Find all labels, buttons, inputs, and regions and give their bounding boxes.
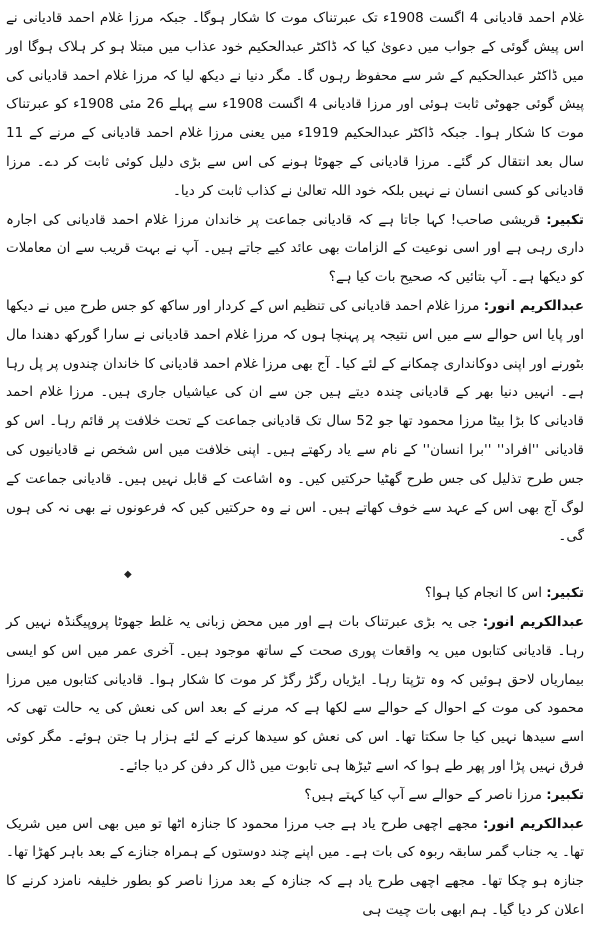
speaker-label: تکبیر: bbox=[546, 786, 584, 803]
article-page bbox=[6, 4, 584, 918]
answer-text: مرزا غلام احمد قادیانی کی تنظیم اس کے کردار اور ساکھ کو جس طرح میں نے دیکھا اور پایا اس حوالے سے میں اس نتیجہ پر پہنچا ہوں کہ مرزا غلام احمد قادیانی نے سارا گورکھ دھندا مال بٹورنے اور اپنی دوکانداری چمکانے کے لئے کیا۔ آج بھی مرزا غلام احمد قادیانی کا خاندان چندوں پر پل رہا ہے۔ انہیں دنیا بھر کے قادیانی چندہ دیتے ہیں جن سے ان کی عیاشیاں جاری ہیں۔ مرزا غلام احمد قادیانی کا بڑا بیٹا مرزا محمود تھا جو 52 سال تک قادیانی جماعت کے تحت خلافت پر قائم رہا۔ اس کو قادیانی ''افراد'' ''برا انسان'' کے نام سے یاد رکھتے ہیں۔ اپنی خلافت میں اس شخص نے قادیانیوں کی جس طرح تذلیل کی جس طرح گھٹیا حرکتیں کیں۔ وہ اشاعت کے قابل نہیں ہیں۔ قادیانی جماعت کے لوگ آج بھی اس کے عہد سے خوف کھاتے ہیں۔ اس نے وہ حرکتیں کیں کہ فرعونوں نے بھی نہ کی ہوں گی۔ bbox=[6, 297, 584, 545]
question-paragraph bbox=[6, 781, 584, 810]
question-text: مرزا ناصر کے حوالے سے آپ کیا کہتے ہیں؟ bbox=[304, 786, 542, 803]
speaker-label: عبدالکریم انور: bbox=[482, 815, 584, 832]
question-text: اس کا انجام کیا ہوا؟ bbox=[424, 585, 542, 602]
speaker-label: تکبیر: bbox=[546, 211, 584, 228]
answer-text: مجھے اچھی طرح یاد ہے جب مرزا محمود کا جنازہ اٹھا تو میں بھی اس میں شریک تھا۔ یہ جناب گمر سابقہ ربوہ کی بات ہے۔ میں اپنے چند دوستوں کے ہمراہ جنازے کے بعد باہر کھڑا تھا۔ جنازہ ہو چکا تھا۔ مجھے اچھی طرح یاد ہے کہ جنازہ کے بعد مرزا ناصر کو بطور خلیفہ نامزد کرنے کا اعلان کر دیا گیا۔ ہم ابھی بات چیت ہی bbox=[6, 815, 584, 918]
question-paragraph bbox=[6, 206, 584, 292]
answer-paragraph bbox=[6, 292, 584, 551]
dot-icon: ◆ bbox=[124, 569, 132, 581]
speaker-label: تکبیر: bbox=[546, 585, 584, 602]
answer-paragraph bbox=[6, 810, 584, 925]
paragraph-opening-text: غلام احمد قادیانی 4 اگست 1908ء تک عبرتناک موت کا شکار ہوگا۔ جبکہ مرزا غلام احمد قادیانی نے اس پیش گوئی کے جواب میں دعویٰ کیا کہ ڈاکٹر عبدالحکیم خود عذاب میں مبتلا ہو کر ہلاک ہوگا اور میں ڈاکٹر عبدالحکیم کے شر سے محفوظ رہوں گا۔ مگر دنیا نے دیکھ لیا کہ مرزا غلام احمد قادیانی کی پیش گوئی جھوٹی ثابت ہوئی اور مرزا قادیانی 4 اگست 1908ء سے پہلے 26 مئی 1908ء کو عبرتناک موت کا شکار ہوا۔ جبکہ ڈاکٹر عبدالحکیم 1919ء میں یعنی مرزا غلام احمد قادیانی کے مرنے کے 11 سال بعد انتقال کر گئے۔ مرزا قادیانی کے جھوٹا ہونے کی اس سے بڑی دلیل کوئی ثابت کر دے۔ مرزا قادیانی کو کسی انسان نے نہیں بلکہ خود اللہ تعالیٰ نے کذاب ثابت کر دیا۔ bbox=[6, 10, 584, 199]
question-paragraph bbox=[6, 579, 584, 608]
paragraph-opening bbox=[6, 4, 584, 206]
question-text: قریشی صاحب! کہا جاتا ہے کہ قادیانی جماعت پر خاندان مرزا غلام احمد قادیانی کی اجارہ داری رہی ہے اور اسی نوعیت کے الزامات بھی عائد کیے جاتے ہیں۔ آپ نے بہت قریب سے ان معاملات کو دیکھا ہے۔ آپ بتائیں کہ صحیح بات کیا ہے؟ bbox=[6, 211, 584, 286]
decorative-dot bbox=[6, 551, 584, 579]
answer-paragraph bbox=[6, 608, 584, 781]
speaker-label: عبدالکریم انور: bbox=[482, 613, 584, 630]
speaker-label: عبدالکریم انور: bbox=[483, 297, 584, 314]
answer-text: جی یہ بڑی عبرتناک بات ہے اور میں محض زبانی یہ غلط جھوٹا پروپیگنڈہ نہیں کر رہا۔ قادیانی کتابوں میں یہ واقعات پوری صحت کے ساتھ موجود ہیں۔ آخری عمر میں اس کو ایسی بیماریاں لاحق ہوئیں کہ وہ تڑپتا رہا۔ ایڑیاں رگڑ رگڑ کر موت کا شکار ہوا۔ قادیانی کتابوں میں مرزا محمود کی موت کے احوال کے حوالے سے لکھا ہے کہ مرنے کے بعد اس کی نعش کی یہ حالت تھی کہ اسے سیدھا نہیں کیا جا سکتا تھا۔ اس کی نعش کو سیدھا کرنے کے لئے ہزار ہا جتن ہوئے۔ مگر کوئی فرق نہیں پڑا اور پھر طے ہوا کہ اسے ٹیڑھا ہی تابوت میں ڈال کر دفن کر دیا جائے۔ bbox=[6, 613, 584, 774]
